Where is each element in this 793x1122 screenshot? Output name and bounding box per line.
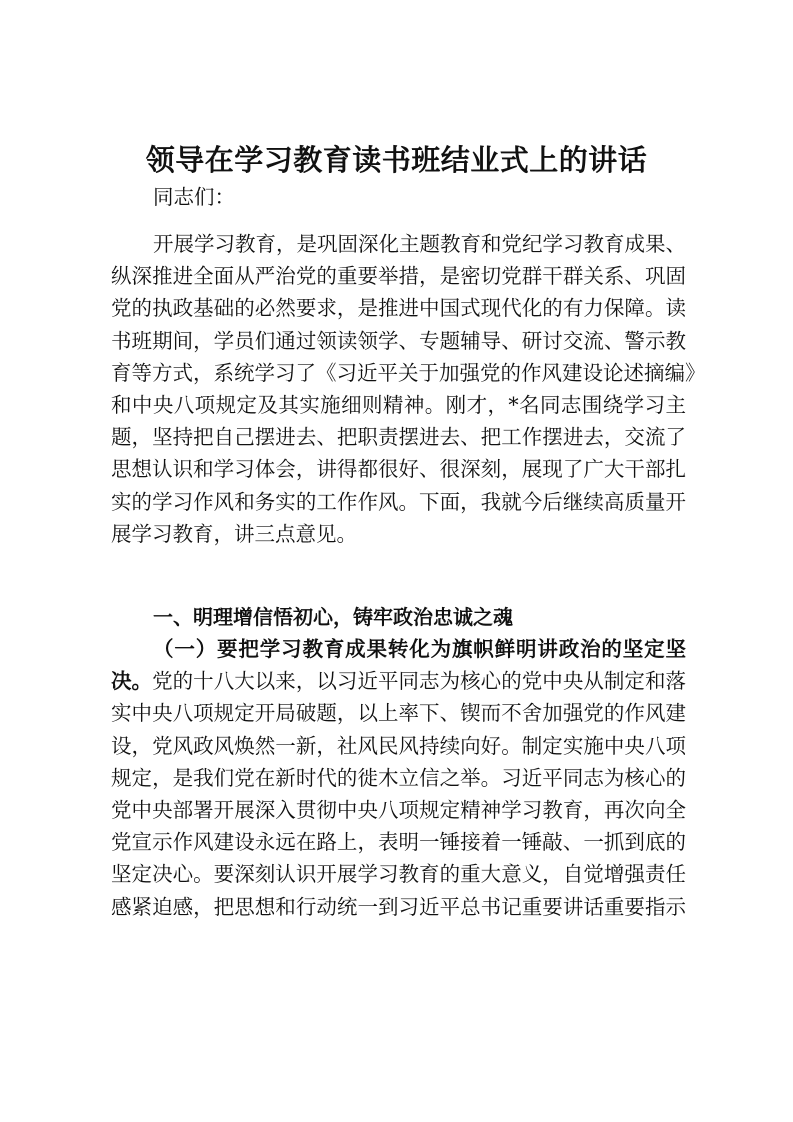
paragraph-line: 展学习教育，讲三点意见。	[111, 521, 357, 546]
paragraph-line: 纵深推进全面从严治党的重要举措，是密切党群干群关系、巩固	[111, 264, 686, 289]
paragraph-line: 题，坚持把自己摆进去、把职责摆进去、把工作摆进去，交流了	[111, 425, 686, 450]
paragraph-line: 实的学习作风和务实的工作作风。下面，我就今后继续高质量开	[111, 489, 686, 514]
paragraph-line: 坚定决心。要深刻认识开展学习教育的重大意义，自觉增强责任	[111, 862, 686, 887]
paragraph-line: 党的执政基础的必然要求，是推进中国式现代化的有力保障。读	[111, 296, 686, 321]
subsection-heading-line: （一）要把学习教育成果转化为旗帜鲜明讲政治的坚定坚	[153, 637, 686, 661]
salutation	[111, 181, 686, 213]
paragraph-line: 开展学习教育，是巩固深化主题教育和党纪学习教育成果、	[153, 232, 686, 256]
paragraph-line: 思想认识和学习体会，讲得都很好、很深刻，展现了广大干部扎	[111, 457, 686, 482]
paragraph-line: 党中央部署开展深入贯彻中央八项规定精神学习教育，再次向全	[111, 797, 686, 822]
section-heading: 一、明理增信悟初心，铸牢政治忠诚之魂	[153, 605, 513, 629]
document-title: 领导在学习教育读书班结业式上的讲话	[145, 143, 648, 177]
paragraph-line: 和中央八项规定及其实施细则精神。刚才，*名同志围绕学习主	[111, 392, 686, 417]
subsection-heading-end: 决。	[111, 669, 153, 694]
paragraph-line: 育等方式，系统学习了《习近平关于加强党的作风建设论述摘编》	[111, 360, 706, 385]
paragraph-line: 实中央八项规定开局破题，以上率下、锲而不舍加强党的作风建	[111, 701, 686, 726]
paragraph-line: 书班期间，学员们通过领读领学、专题辅导、研讨交流、警示教	[111, 328, 686, 353]
paragraph-line-text: 党的十八大以来，以习近平同志为核心的党中央从制定和落	[152, 669, 687, 694]
paragraph-line: 设，党风政风焕然一新，社风民风持续向好。制定实施中央八项	[111, 733, 686, 758]
paragraph-line: 党宣示作风建设永远在路上，表明一锤接着一锤敲、一抓到底的	[111, 830, 686, 855]
paragraph-line: 感紧迫感，把思想和行动统一到习近平总书记重要讲话重要指示	[111, 894, 686, 919]
salutation-text: 同志们：	[153, 185, 235, 209]
paragraph-section-one	[111, 633, 686, 923]
paragraph-opening	[111, 228, 706, 550]
paragraph-line	[111, 665, 686, 697]
paragraph-line: 规定，是我们党在新时代的徙木立信之举。习近平同志为核心的	[111, 765, 686, 790]
